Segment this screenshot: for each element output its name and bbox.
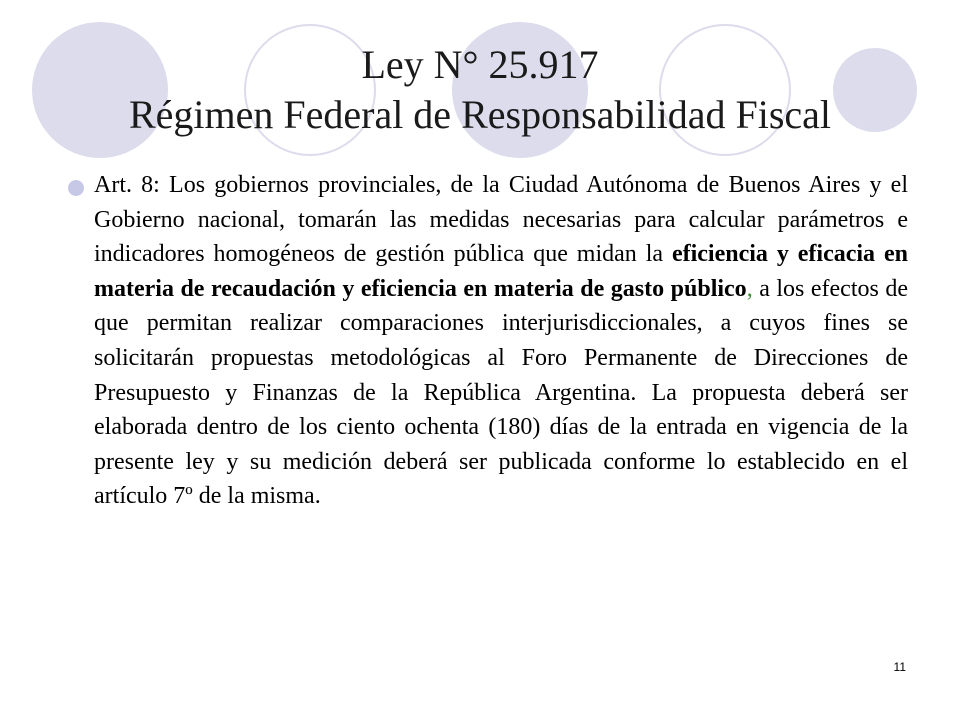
body-text-bold: eficiencia y eficacia en materia de recaudación y eficiencia en materia de gasto público [94,241,908,302]
body-text-plain: Art. 8: Los gobiernos provinciales, de la Ciudad Autónoma de Buenos Aires y el Gobierno nacional, tomarán las medidas necesarias para calcular parámetros e indicadores homogéneos de gestión pública que midan la [94,172,908,268]
bullet-marker [68,180,84,196]
body-paragraph [94,168,908,514]
body-text-plain-end: a los efectos de que permitan realizar comparaciones interjurisdiccionales, a cuyos fines se solicitarán propuestas metodológicas al Foro Permanente de Direcciones de Presupuesto y Finanzas de la República Argentina. La propuesta deberá ser elaborada dentro de los ciento ochenta (180) días de la entrada en vigencia de la presente ley y su medición deberá ser publicada conforme lo establecido en el artículo 7º de la misma. [94,275,908,510]
body-text-accent-comma: , [746,275,753,302]
title-line-1: Ley N° 25.917 [361,42,599,87]
title-line-2: Régimen Federal de Responsabilidad Fiscal [128,92,832,137]
slide-number: 11 [893,660,906,674]
slide-title [60,40,900,140]
